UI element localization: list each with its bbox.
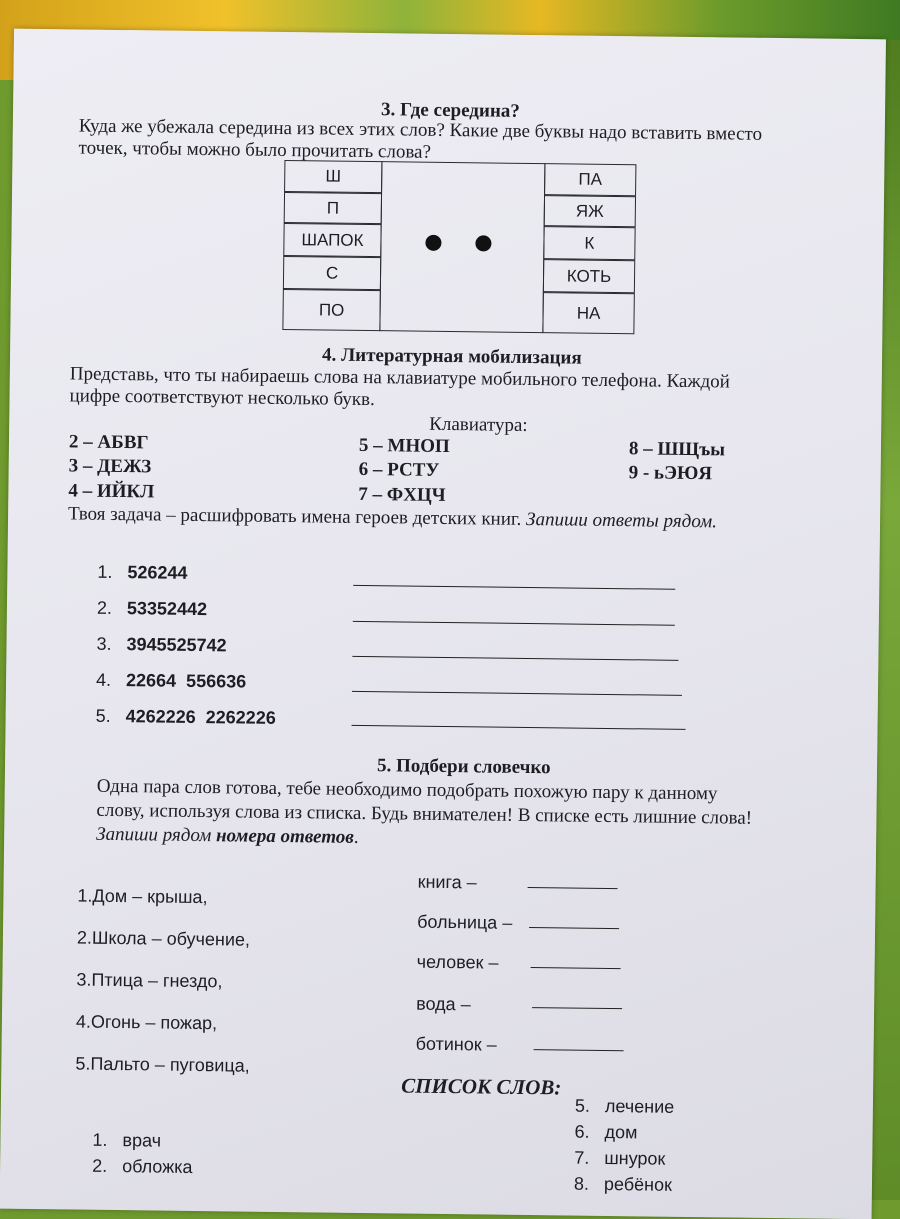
section4-task	[68, 503, 717, 533]
blank-dot	[475, 235, 491, 251]
target-word: больница –	[417, 911, 513, 933]
key-5: 5 – МНОП	[358, 434, 450, 458]
key-6: 6 – РСТУ	[358, 458, 440, 481]
section4-text-line2: цифре соответствуют несколько букв.	[69, 385, 375, 411]
item-code: 22664 556636	[125, 670, 247, 692]
section4-title: 4. Литературная мобилизация	[321, 344, 582, 369]
list-word: ребёнок	[603, 1173, 673, 1195]
key-4: 4 – ИЙКЛ	[68, 480, 155, 503]
answer-line[interactable]	[528, 887, 618, 889]
list-word: дом	[604, 1121, 638, 1143]
grid-right-cell: ЯЖ	[544, 195, 636, 227]
list-number: 1.	[92, 1129, 108, 1150]
item-code: 4262226 2262226	[125, 706, 276, 728]
list-number: 8.	[573, 1173, 590, 1194]
example-pair: 3.Птица – гнездо,	[76, 969, 223, 992]
grid-middle-cell	[379, 161, 545, 333]
grid-left-cell: ПО	[282, 289, 380, 331]
word-list-title: СПИСОК СЛОВ:	[401, 1073, 562, 1100]
section5-title: 5. Подбери словечко	[376, 755, 551, 779]
answer-line[interactable]	[353, 585, 675, 590]
example-pair: 4.Огонь – пожар,	[75, 1011, 218, 1034]
target-word: книга –	[417, 871, 477, 893]
task-italic: Запиши ответы рядом.	[525, 508, 718, 533]
list-word: обложка	[122, 1156, 193, 1177]
answer-line[interactable]	[352, 691, 682, 696]
list-word: лечение	[604, 1095, 675, 1117]
answer-line[interactable]	[532, 1007, 622, 1009]
grid-left-cell: П	[284, 192, 382, 224]
blank-dot	[425, 235, 441, 251]
list-word: шнурок	[604, 1147, 666, 1169]
task-text: Твоя задача – расшифровать имена героев детских книг.	[67, 503, 522, 530]
note-bold: номера ответов	[215, 825, 354, 848]
target-word: человек –	[416, 951, 499, 973]
item-number: 2.	[96, 597, 113, 618]
answer-line[interactable]	[352, 656, 678, 661]
item-number: 4.	[95, 669, 112, 690]
grid-left-cell: С	[283, 256, 381, 290]
list-number: 7.	[574, 1147, 590, 1168]
section5-note	[96, 824, 359, 849]
answer-line[interactable]	[352, 725, 686, 730]
example-pair: 5.Пальто – пуговица,	[75, 1053, 250, 1076]
section3-text-line2: точек, чтобы можно было прочитать слова?	[78, 137, 432, 163]
item-code: 53352442	[126, 598, 208, 620]
grid-right-cell: ПА	[544, 163, 636, 196]
note-italic: Запиши рядом	[96, 823, 212, 847]
middle-letters-grid	[282, 160, 636, 334]
item-number: 5.	[95, 705, 111, 726]
grid-right-cell: К	[543, 226, 635, 260]
target-word: ботинок –	[415, 1033, 497, 1055]
worksheet-page	[0, 29, 886, 1219]
target-word: вода –	[416, 993, 471, 1015]
example-pair: 2.Школа – обучение,	[76, 927, 251, 950]
list-number: 6.	[574, 1121, 590, 1142]
answer-line[interactable]	[534, 1049, 624, 1051]
section3-title: 3. Где середина?	[380, 99, 521, 122]
item-number: 3.	[96, 633, 112, 654]
section5-text-line1: Одна пара слов готова, тебе необходимо подобрать похожую пару к данному	[96, 775, 718, 805]
key-3: 3 – ДЕЖЗ	[68, 455, 152, 478]
section4-text-line1: Представь, что ты набираешь слова на клавиатуре мобильного телефона. Каждой	[69, 363, 731, 393]
note-end: .	[353, 826, 359, 848]
section3-text-line1: Куда же убежала середина из всех этих слов? Какие две буквы надо вставить вместо	[78, 115, 763, 145]
keyboard-label: Клавиатура:	[429, 413, 528, 436]
answer-line[interactable]	[353, 621, 675, 626]
section5-text-line2: слову, используя слова из списка. Будь внимателен! В списке есть лишние слова!	[96, 799, 753, 829]
grid-left-cell: ШАПОК	[283, 223, 381, 257]
item-code: 526244	[127, 562, 188, 583]
key-9: 9 - ьЭЮЯ	[628, 462, 713, 485]
list-number: 5.	[574, 1095, 591, 1116]
answer-line[interactable]	[529, 927, 619, 929]
item-number: 1.	[97, 561, 113, 582]
grid-right-cell: НА	[542, 292, 634, 334]
grid-left-cell: Ш	[284, 160, 382, 193]
item-code: 3945525742	[126, 634, 227, 656]
answer-line[interactable]	[531, 967, 621, 969]
key-8: 8 – ШЩъы	[628, 438, 726, 461]
grid-right-cell: КОТЬ	[543, 259, 635, 293]
list-word: врач	[122, 1130, 162, 1151]
list-number: 2.	[92, 1155, 108, 1176]
key-7: 7 – ФХЦЧ	[358, 483, 446, 506]
key-2: 2 – АБВГ	[68, 431, 149, 454]
example-pair: 1.Дом – крыша,	[77, 885, 208, 908]
